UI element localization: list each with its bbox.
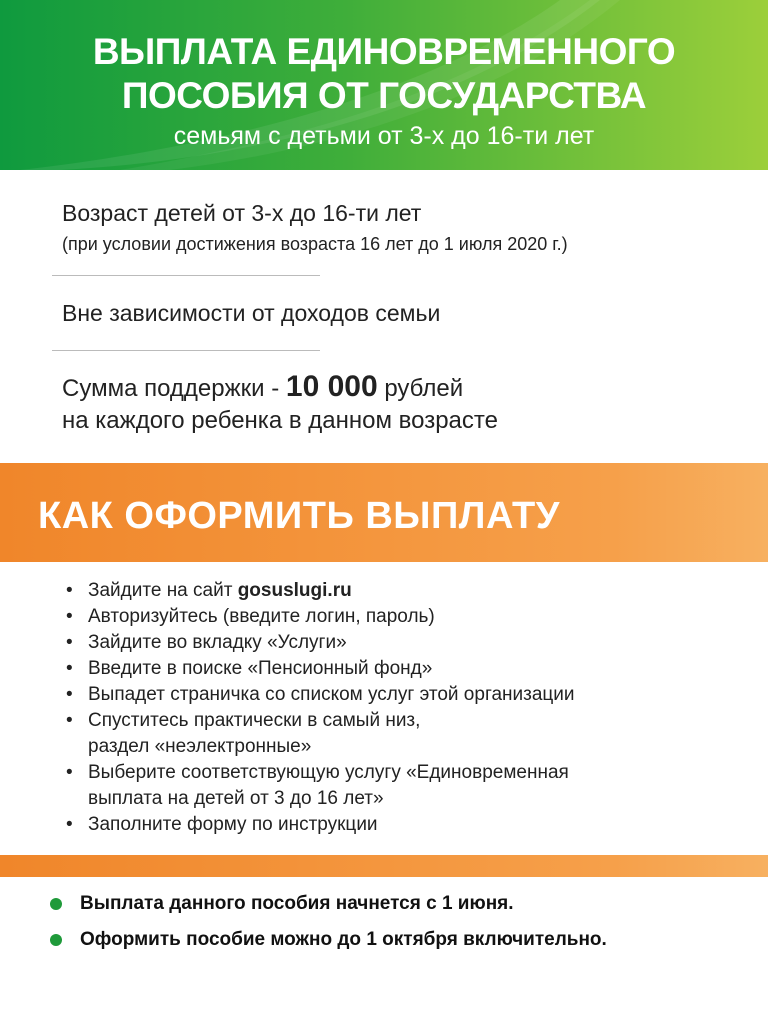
list-item — [64, 708, 575, 760]
steps-list — [64, 578, 575, 838]
green-dot-icon — [50, 934, 62, 946]
sum-amount: 10 000 — [285, 370, 378, 403]
note-text: Оформить пособие можно до 1 октября включительно. — [80, 929, 607, 950]
list-item — [64, 812, 575, 838]
page-title — [0, 0, 768, 118]
site-link[interactable]: gosuslugi.ru — [237, 580, 352, 601]
age-text: Возраст детей от 3-х до 16-ти лет — [62, 200, 422, 226]
step-text: Выпадет страничка со списком услуг этой организации — [88, 684, 575, 705]
list-item — [64, 604, 575, 630]
list-item — [64, 578, 575, 604]
divider — [52, 275, 320, 276]
step-text: • Выберите соответствующую услугу «Единовременная — [88, 762, 569, 783]
how-title: КАК ОФОРМИТЬ ВЫПЛАТУ — [38, 495, 560, 537]
sum-suffix: рублей — [377, 375, 464, 402]
step-text: раздел «неэлектронные» — [88, 736, 312, 757]
step-text: Введите в поиске «Пенсионный фонд» — [88, 658, 433, 679]
step-text: Заполните форму по инструкции — [88, 814, 378, 835]
green-dot-icon — [50, 898, 62, 910]
list-item — [64, 760, 575, 812]
list-item — [64, 682, 575, 708]
divider — [52, 350, 320, 351]
income-text: Вне зависимости от доходов семьи — [62, 300, 441, 326]
sum-text — [62, 370, 463, 404]
note-text: Выплата данного пособия начнется с 1 июня. — [80, 893, 514, 914]
note-start — [50, 893, 514, 915]
title-line-1: ВЫПЛАТА ЕДИНОВРЕМЕННОГО — [92, 31, 676, 72]
step-text: • Спуститесь практически в самый низ, — [88, 710, 421, 731]
header-banner — [0, 0, 768, 170]
step-text: Зайдите на сайт — [88, 580, 238, 601]
sum-line-2: на каждого ребенка в данном возрасте — [62, 407, 498, 434]
title-line-2: ПОСОБИЯ ОТ ГОСУДАРСТВА — [121, 75, 647, 116]
age-note: (при условии достижения возраста 16 лет до 1 июля 2020 г.) — [62, 234, 568, 254]
list-item — [64, 630, 575, 656]
step-text: Авторизуйтесь (введите логин, пароль) — [88, 606, 435, 627]
list-item — [64, 656, 575, 682]
how-banner — [0, 463, 768, 562]
note-deadline — [50, 929, 607, 951]
orange-divider-bar — [0, 855, 768, 877]
sum-prefix: Сумма поддержки - — [62, 375, 286, 402]
step-text: Зайдите во вкладку «Услуги» — [88, 632, 347, 653]
step-text: выплата на детей от 3 до 16 лет» — [88, 788, 384, 809]
page-subtitle: семьям с детьми от 3-х до 16-ти лет — [173, 122, 595, 150]
